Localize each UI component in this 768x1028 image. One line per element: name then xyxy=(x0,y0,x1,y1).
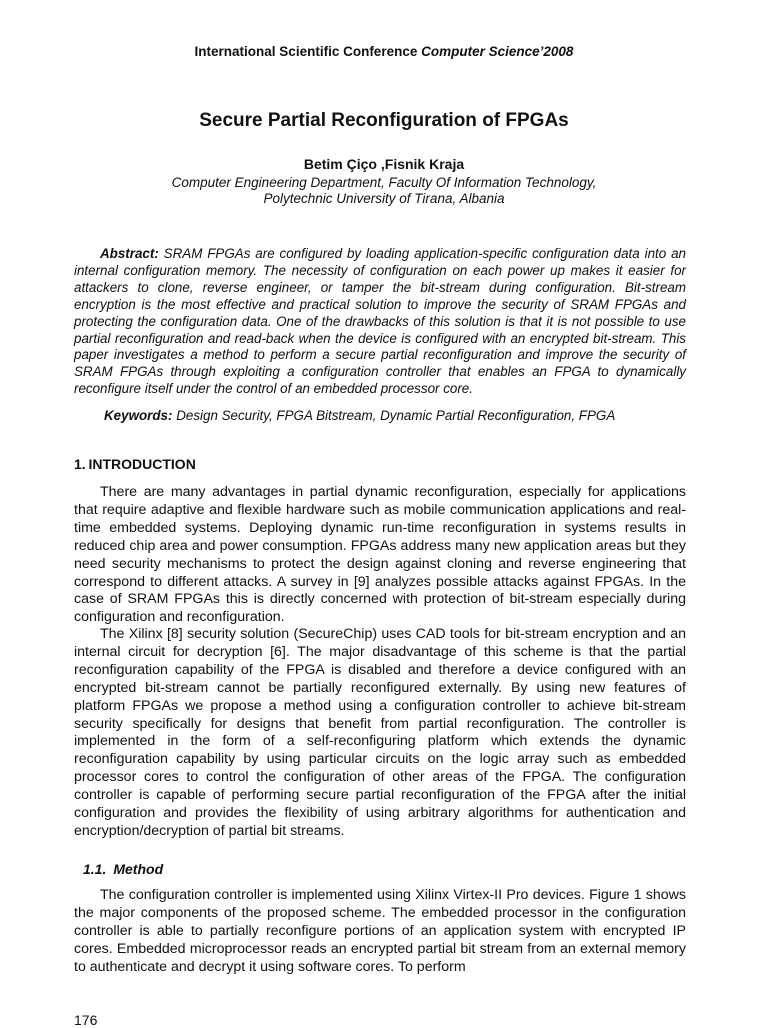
keywords-label: Keywords: xyxy=(104,408,173,423)
abstract-label: Abstract: xyxy=(100,246,159,261)
method-paragraph-1: The configuration controller is implemented using Xilinx Virtex-II Pro devices. Figure 1 shows the major components of the proposed scheme. The embedded processor in the configuration controller is able to partially reconfigure portions of an application system with encrypted IP cores. Embedded microprocessor reads an encrypted partial bit stream from an external memory to authenticate and decrypt it using software cores. To perform xyxy=(74,887,686,975)
section-heading-introduction: 1. INTRODUCTION xyxy=(74,456,196,472)
page-number: 176 xyxy=(74,1012,98,1028)
keywords-text: Design Security, FPGA Bitstream, Dynamic Partial Reconfiguration, FPGA xyxy=(176,408,616,423)
subsection-heading-method: 1.1. Method xyxy=(83,861,164,877)
authors: Betim Çiço ,Fisnik Kraja xyxy=(303,156,465,172)
conference-name: Computer Science’2008 xyxy=(421,44,574,59)
abstract xyxy=(74,246,686,398)
keywords xyxy=(74,407,686,424)
intro-paragraph-1: There are many advantages in partial dynamic reconfiguration, especially for applications that require adaptive and flexible hardware such as mobile communication applications and real-time embedded systems. Deploying dynamic run-time reconfiguration in systems results in reduced chip area and power consumption. FPGAs address many new application areas but they need security mechanisms to protect the design against cloning and reverse engineering that correspond to different attacks. A survey in [9] analyzes possible attacks against FPGAs. In the case of SRAM FPGAs this is directly concerned with protection of bit-stream especially during configuration and reconfiguration. xyxy=(74,484,686,626)
intro-paragraph-2: The Xilinx [8] security solution (SecureChip) uses CAD tools for bit-stream encryption and an internal circuit for decryption [6]. The major disadvantage of this scheme is that the partial reconfiguration capability of the FPGA is disabled and therefore a device configured with an encrypted bit-stream cannot be partially reconfigured externally. By using new features of platform FPGAs we propose a method using a configuration controller to achieve bit-stream security specifically for designs that benefit from partial reconfiguration. The controller is implemented in the form of a self-reconfiguring platform which extends the dynamic reconfiguration capability by using particular circuits on the logic array such as embedded processor cores to control the configuration of other areas of the FPGA. The configuration controller is capable of performing secure partial reconfiguration of the FPGA after the initial configuration and provides the flexibility of using arbitrary algorithms for authentication and encryption/decryption of partial bit streams. xyxy=(74,626,686,839)
abstract-text: SRAM FPGAs are configured by loading application-specific configuration data into an internal configuration memory. The necessity of configuration on each power up makes it easier for attackers to clone, reverse engineer, or tamper the bit-stream during configuration. Bit-stream encryption is the most effective and practical solution to improve the security of SRAM FPGAs and protecting the configuration data. One of the drawbacks of this solution is that it is not possible to use partial reconfiguration and read-back when the device is configured with an encrypted bit-stream. This paper investigates a method to perform a secure partial reconfiguration and improve the security of SRAM FPGAs through exploiting a configuration controller that enables an FPGA to dynamically reconfigure itself under the control of an embedded processor core. xyxy=(74,246,686,397)
conference-header xyxy=(0,44,768,59)
affiliation-line-2: Polytechnic University of Tirana, Albania xyxy=(263,191,505,206)
paper-title: Secure Partial Reconfiguration of FPGAs xyxy=(199,110,569,131)
affiliation-line-1: Computer Engineering Department, Faculty Of Information Technology, xyxy=(171,175,597,190)
conference-text: International Scientific Conference xyxy=(194,44,418,59)
